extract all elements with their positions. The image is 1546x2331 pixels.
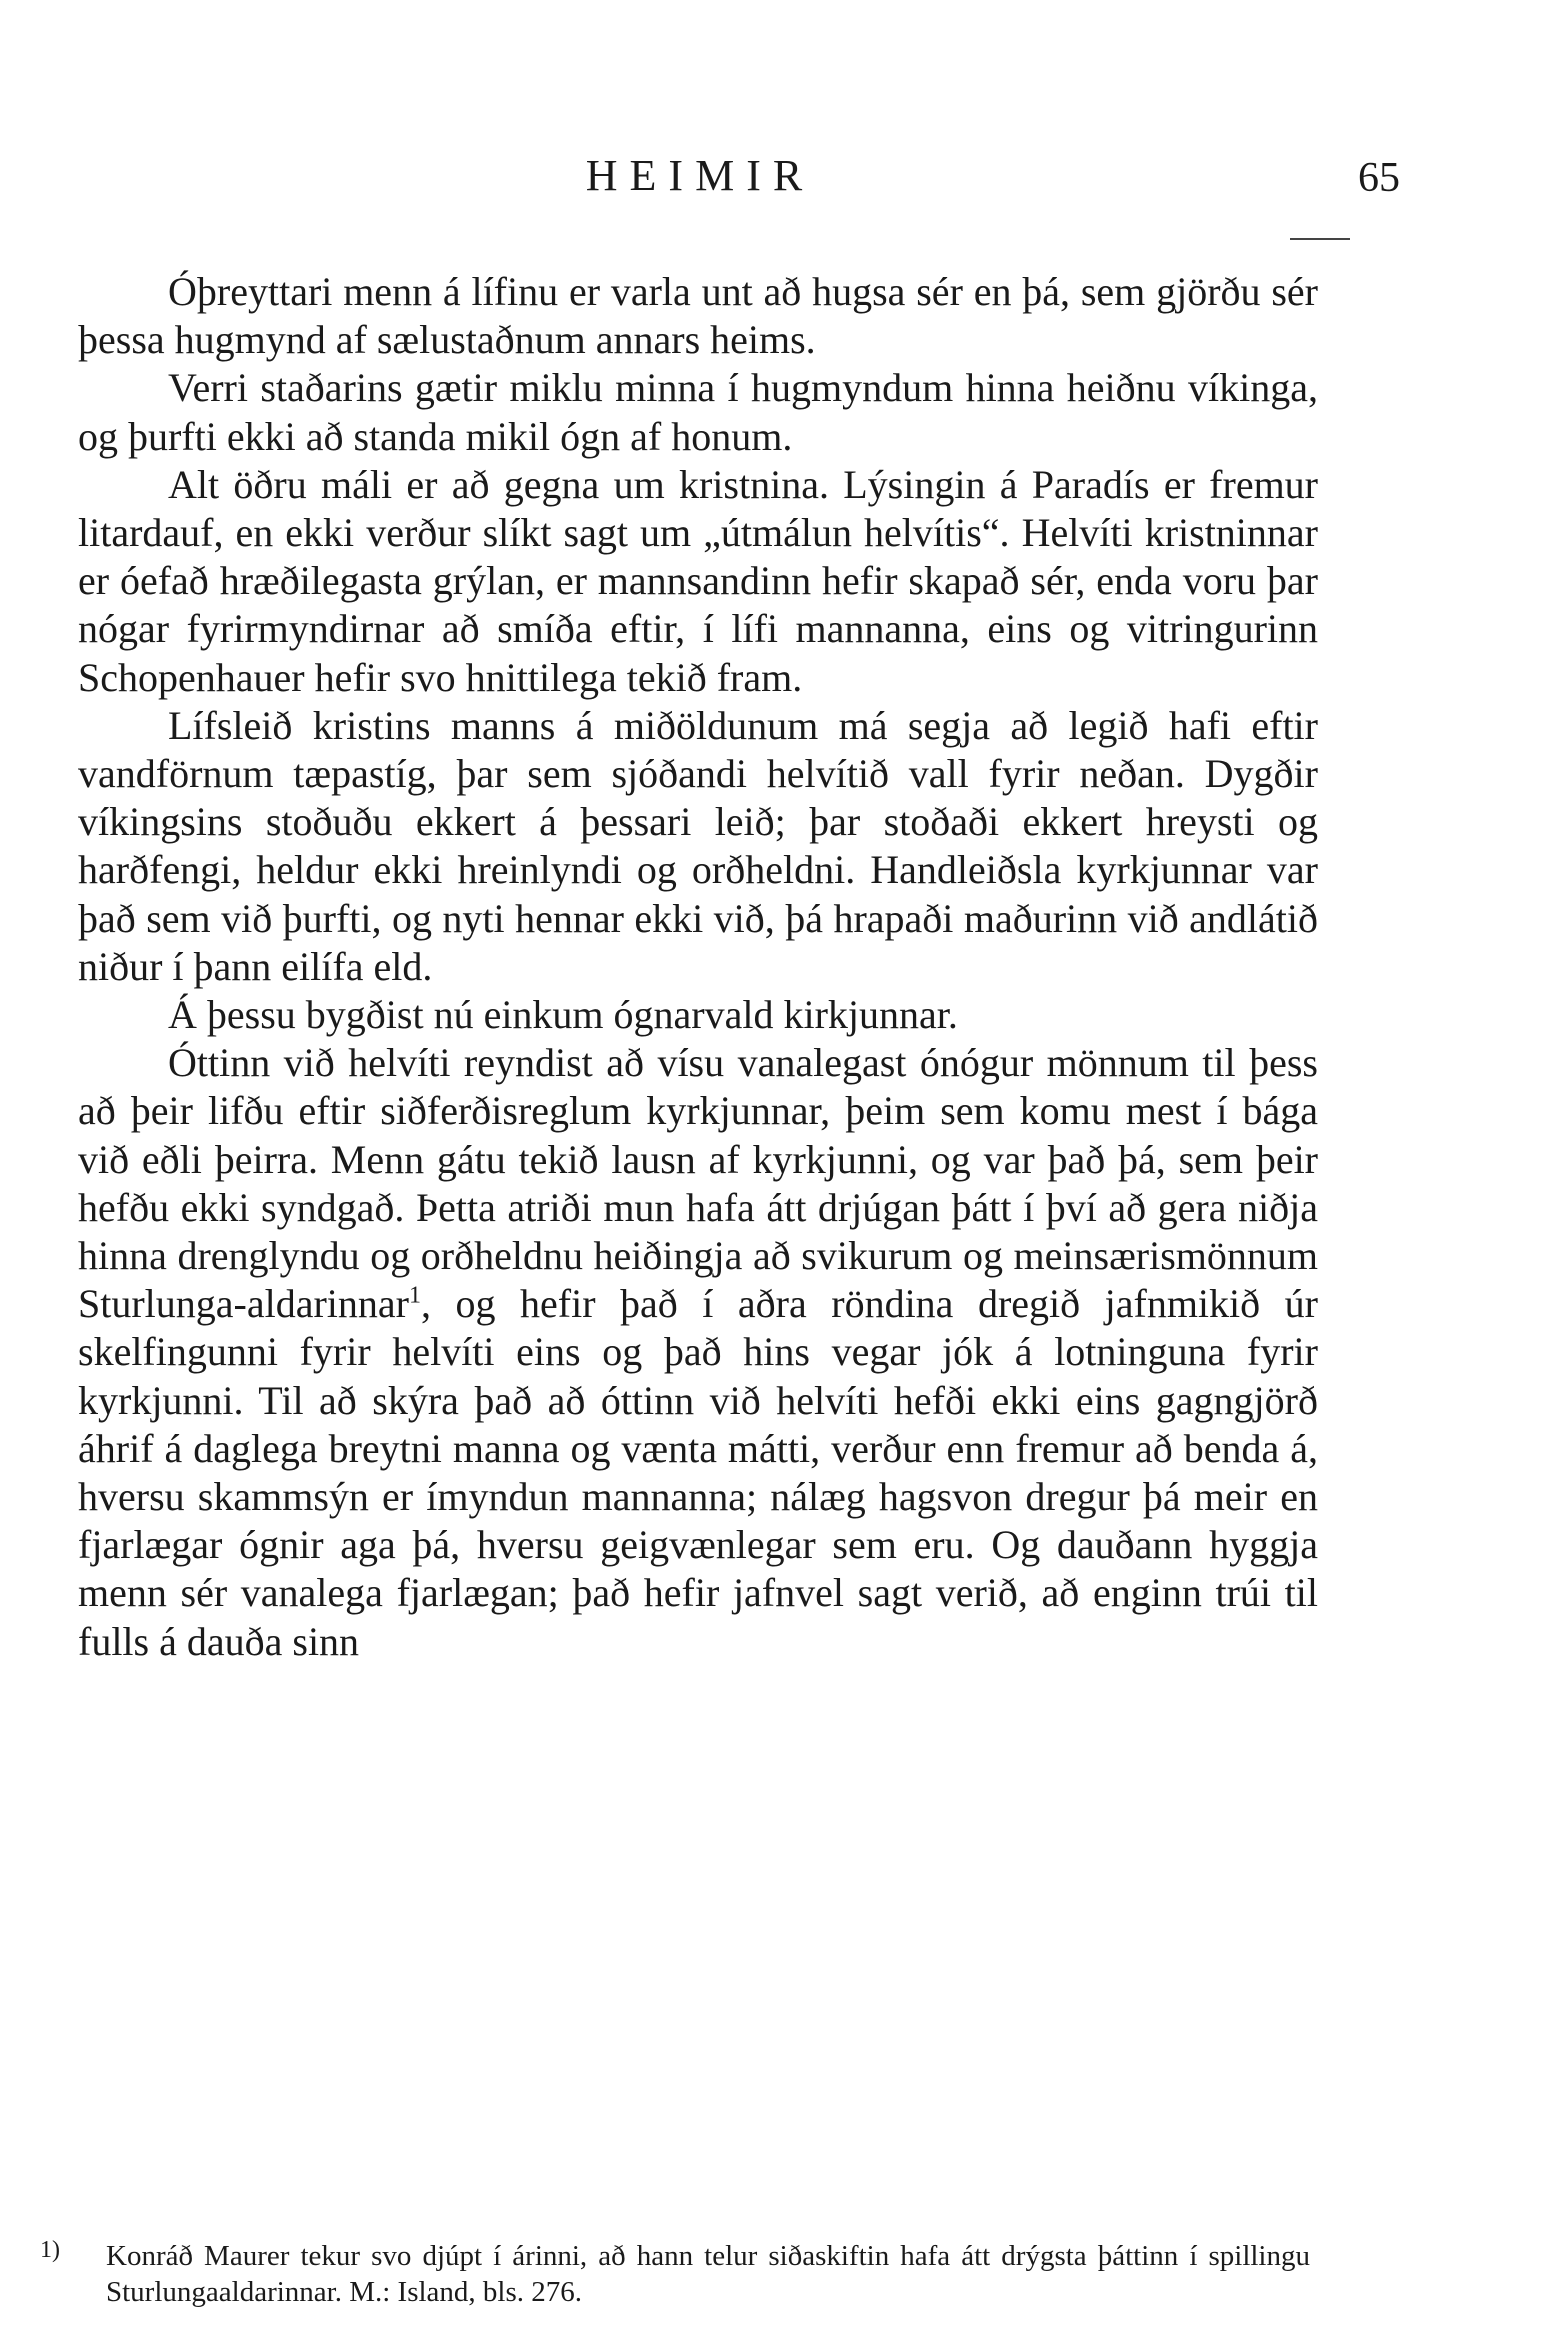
page-number: 65 xyxy=(1358,155,1400,201)
paragraph-text: Óttinn við helvíti reyndist að vísu vanalegast ónógur mönnum til þess að þeir lifðu eftir siðferðisreglum kyrkjunnar, þeim sem komu mest í bága við eðli þeirra. Menn gátu tekið lausn af kyrkjunni, og var það þá, sem þeir hefðu ekki syndgað. Þetta atriði mun hafa átt drjúgan þátt í því að gera niðja hinna drenglyndu og orðheldnu heiðingja að svikurum og meinsærismönnum Sturlunga-aldarinnar xyxy=(78,1040,1318,1327)
paragraph: Verri staðarins gætir miklu minna í hugmyndum hinna heiðnu víkinga, og þurfti ekki að standa mikil ógn af honum. xyxy=(78,365,1318,459)
paragraph: Óþreyttari menn á lífinu er varla unt að hugsa sér en þá, sem gjörðu sér þessa hugmynd af sælustaðnum annars heims. xyxy=(78,269,1318,363)
paragraph: Á þessu bygðist nú einkum ógnarvald kirkjunnar. xyxy=(168,992,958,1038)
paragraph-text: , og hefir það í aðra röndina dregið jafnmikið úr skelfingunni fyrir helvíti eins og það hins vegar jók á lotninguna fyrir kyrkjunni. Til að skýra það að óttinn við helvíti hefði ekki eins gagngjörð áhrif á daglega breytni manna og vænta mátti, verður enn fremur að benda á, hversu skammsýn er ímyndun mannanna; nálæg hagsvon dregur þá meir en fjarlægar ógnir aga þá, hversu geigvænlegar sem eru. Og dauðann hyggja menn sér vanalega fjarlægan; það hefir jafnvel sagt verið, að enginn trúi til fulls á dauða sinn xyxy=(78,1281,1318,1664)
paragraph: Alt öðru máli er að gegna um kristnina. Lýsingin á Paradís er fremur litardauf, en ekki verður slíkt sagt um „útmálun helvítis“. Helvíti kristninnar er óefað hræðilegasta grýlan, er mannsandinn hefir skapað sér, enda voru þar nógar fyrirmyndirnar að smíða eftir, í lífi mannanna, eins og vitringurinn Schopenhauer hefir svo hnittilega tekið fram. xyxy=(78,461,1318,700)
paragraph: Lífsleið kristins manns á miðöldunum má segja að legið hafi eftir vandförnum tæpastíg, þar sem sjóðandi helvítið vall fyrir neðan. Dygðir víkingsins stoðuðu ekkert á þessari leið; þar stoðaði ekkert hreysti og harðfengi, heldur ekki hreinlyndi og orðheldni. Handleiðsla kyrkjunnar var það sem við þurfti, og nyti hennar ekki við, þá hrapaði maðurinn við andlátið niður í þann eilífa eld. xyxy=(78,702,1318,989)
footnote-marker: 1) xyxy=(40,2237,60,2263)
footnote-text: Konráð Maurer tekur svo djúpt í árinni, að hann telur siðaskiftin hafa átt drýgsta þáttinn í spillingu Sturlungaaldarinnar. M.: Island, bls. 276. xyxy=(106,2240,1310,2308)
footnote-reference: 1 xyxy=(409,1282,421,1309)
body-text xyxy=(78,268,1318,1666)
running-head xyxy=(90,150,1400,210)
header-rule xyxy=(1290,238,1350,240)
paragraph xyxy=(78,1039,1318,1666)
running-title: HEIMIR xyxy=(585,151,815,200)
footnote xyxy=(40,2238,1310,2310)
